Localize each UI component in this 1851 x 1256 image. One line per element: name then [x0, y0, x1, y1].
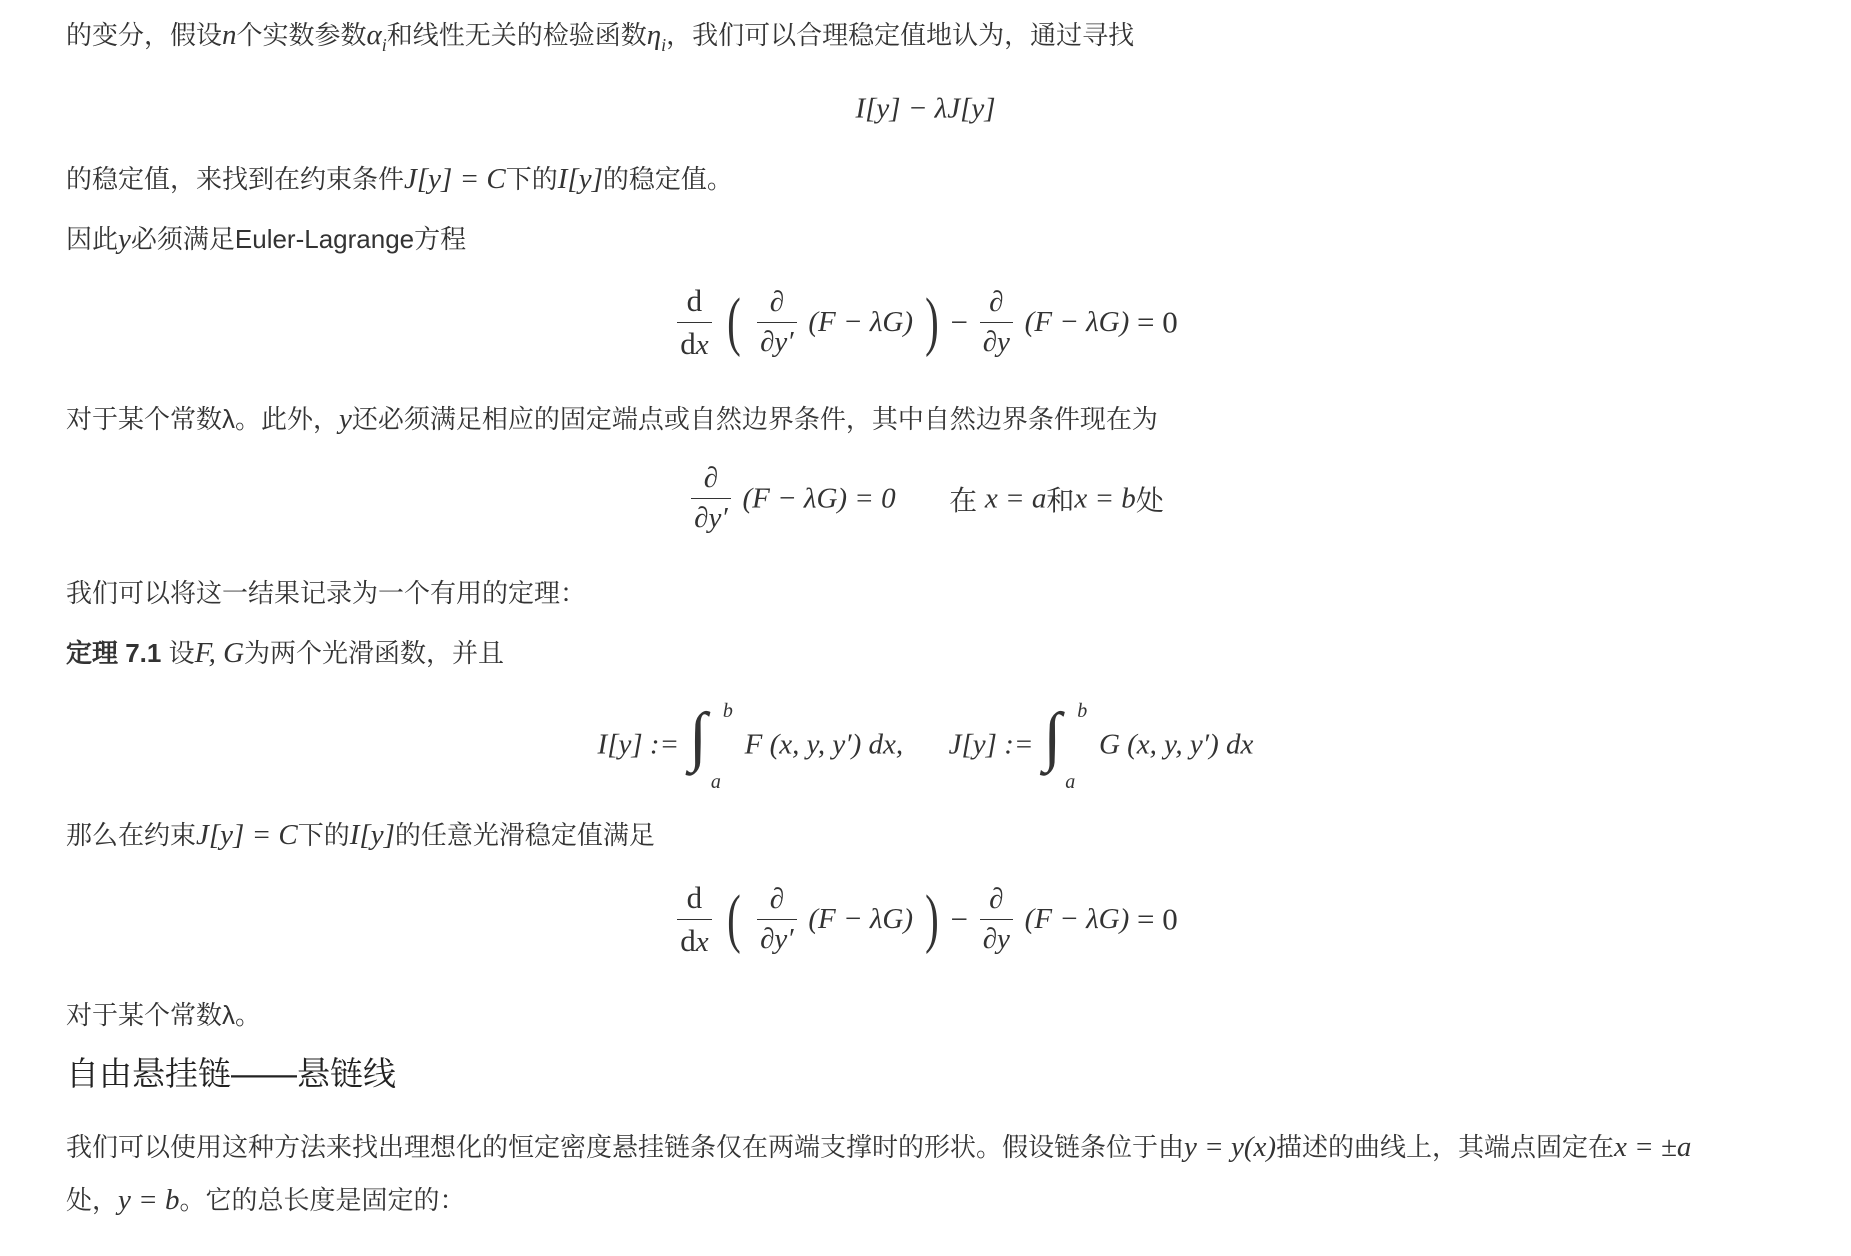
math-y: y [339, 403, 352, 435]
text: 下的 [505, 164, 558, 194]
text-and: 和 [1046, 483, 1075, 517]
right-paren: ) [924, 882, 939, 956]
paragraph-boundary-conditions [66, 402, 1158, 436]
text: 处， [66, 1185, 119, 1215]
math-constraint: J[y] = C [404, 163, 506, 195]
paragraph-some-constant [66, 998, 261, 1032]
text: 为两个光滑函数，并且 [244, 638, 505, 668]
eta-symbol: η [646, 19, 662, 51]
math-f-g: F, G [194, 637, 245, 669]
lhs-i: I[y] := [597, 728, 680, 761]
text: 设 [161, 638, 195, 668]
theorem-7-1 [66, 636, 504, 670]
paragraph-total-length [66, 1183, 465, 1217]
paragraph-hanging-chain [66, 1130, 1691, 1164]
equals-zero: = 0 [1137, 304, 1178, 340]
math-constraint: J[y] = C [196, 819, 298, 851]
text-place: 处 [1135, 483, 1164, 517]
paragraph-record-theorem [66, 576, 586, 610]
paragraph-stationary [66, 162, 733, 196]
math-n: n [222, 19, 237, 51]
fraction-partial-dy-prime: $\frac{\partial}{\partial y'}$ [757, 883, 797, 957]
text: 必须满足Euler-Lagrange方程 [130, 224, 467, 254]
math-functional-i: I[y] [349, 819, 395, 851]
text: 对于某个常数λ。 [66, 1000, 262, 1030]
text: 描述的曲线上，其端点固定在 [1276, 1132, 1615, 1162]
expr-f-minus-lambda-g: (F − λG) [808, 902, 913, 935]
lhs-j: J[y] := [948, 728, 1034, 761]
text: 。它的总长度是固定的： [179, 1185, 466, 1215]
text: 那么在约束 [66, 820, 197, 850]
fraction-d-dx: $\frac{d}{dx}$ [677, 283, 711, 362]
equation-i-minus-lambda-j [0, 88, 1851, 125]
text: 和线性无关的检验函数 [386, 20, 647, 50]
left-paren: ( [727, 882, 742, 956]
theorem-label: 定理 7.1 [66, 638, 162, 668]
math-x-eq-b: x = b [1074, 482, 1136, 515]
text: 的稳定值，来找到在约束条件 [66, 164, 405, 194]
math-y-of-x: y = y(x) [1184, 1131, 1277, 1163]
minus-sign: − [950, 304, 968, 340]
paragraph-euler-lagrange [66, 222, 466, 256]
math-functional-i: I[y] [557, 163, 603, 195]
right-paren: ) [924, 285, 939, 359]
text: 下的 [297, 820, 350, 850]
expr-f-minus-lambda-g: (F − λG) [1024, 902, 1130, 935]
fraction-partial-dy: $\frac{\partial}{\partial y}$ [980, 883, 1013, 957]
fraction-d-dx: $\frac{d}{dx}$ [677, 880, 711, 959]
equation-euler-lagrange-2 [0, 880, 1851, 959]
equation-natural-boundary [0, 462, 1851, 536]
text-at: 在 [949, 483, 978, 517]
equation-functionals [0, 700, 1851, 793]
text: 还必须满足相应的固定端点或自然边界条件，其中自然边界条件现在为 [351, 404, 1158, 434]
text: 个实数参数 [236, 20, 367, 50]
alpha-symbol: α [366, 19, 382, 51]
subscript-i: i [661, 34, 667, 55]
fraction-partial-dy-prime: $\frac{\partial}{\partial y'}$ [757, 286, 797, 360]
integrand-g: G (x, y, y′) dx [1098, 728, 1254, 761]
fraction-partial-dy-prime: $\frac{\partial}{\partial y'}$ [691, 462, 731, 536]
math-x-pm-a: x = ±a [1614, 1131, 1692, 1163]
text: 我们可以使用这种方法来找出理想化的恒定密度悬挂链条仅在两端支撑时的形状。假设链条位于由 [66, 1132, 1185, 1162]
section-heading-catenary [66, 1054, 396, 1094]
math-eta-i [646, 19, 667, 55]
integral-a-b: ∫ b a [688, 700, 733, 793]
integrand-f: F (x, y, y′) dx, [744, 728, 904, 761]
paragraph-variation [66, 18, 1134, 62]
expr-f-minus-lambda-g: (F − λG) [1024, 305, 1130, 338]
text: ，我们可以合理稳定值地认为，通过寻找 [666, 20, 1135, 50]
equation-euler-lagrange-1 [0, 283, 1851, 362]
math-x-eq-a: x = a [984, 482, 1047, 515]
text: 我们可以将这一结果记录为一个有用的定理： [66, 578, 587, 608]
math-alpha-i [366, 19, 387, 55]
text: 因此 [66, 224, 119, 254]
math-y-eq-b: y = b [118, 1184, 180, 1216]
section-title: 自由悬挂链——悬链线 [66, 1055, 396, 1092]
text: 的任意光滑稳定值满足 [394, 820, 655, 850]
text: 的稳定值。 [602, 164, 733, 194]
text: 对于某个常数λ。此外， [66, 404, 340, 434]
paragraph-then-under-constraint [66, 818, 655, 852]
expr-boundary: (F − λG) = 0 [742, 482, 896, 515]
equation-text: I[y] − λJ[y] [855, 92, 996, 125]
subscript-i: i [381, 34, 387, 55]
text: 的变分，假设 [66, 20, 223, 50]
fraction-partial-dy: $\frac{\partial}{\partial y}$ [980, 286, 1013, 360]
integral-a-b: ∫ b a [1043, 700, 1088, 793]
expr-f-minus-lambda-g: (F − λG) [808, 305, 913, 338]
math-y: y [118, 223, 131, 255]
minus-sign: − [950, 901, 968, 937]
equals-zero: = 0 [1137, 901, 1178, 937]
left-paren: ( [727, 285, 742, 359]
